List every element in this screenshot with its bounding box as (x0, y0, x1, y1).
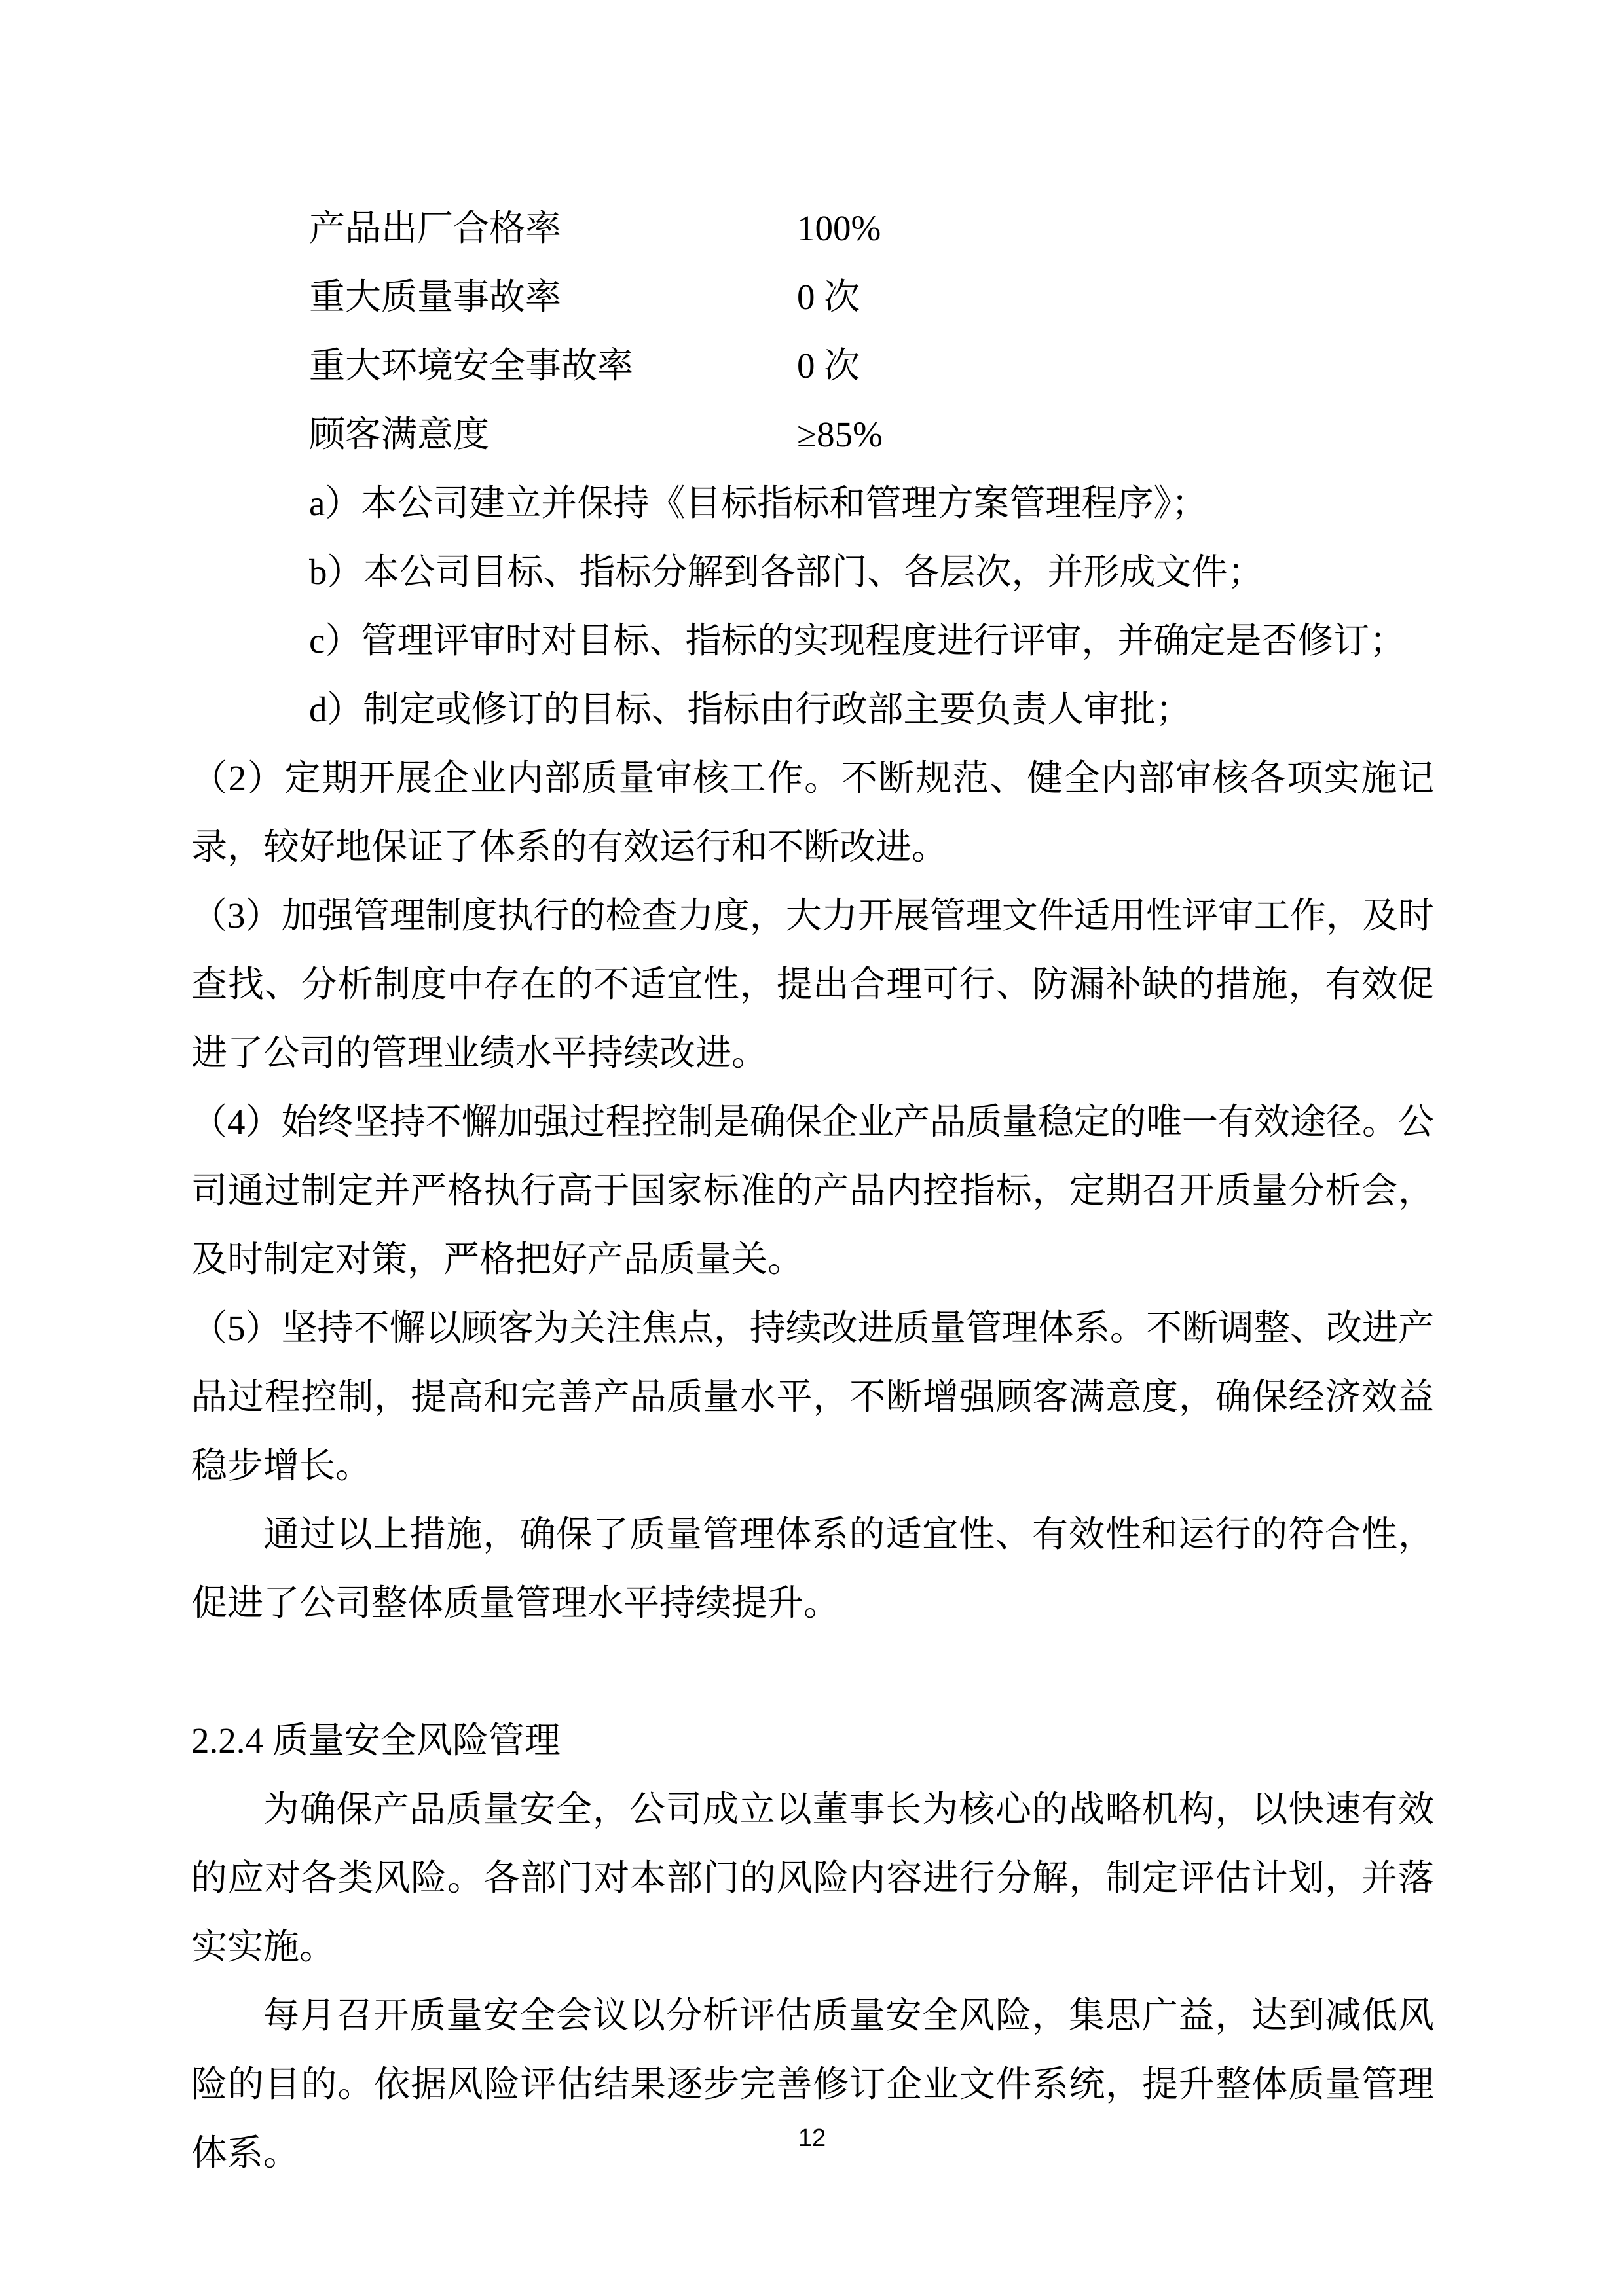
metric-label: 产品出厂合格率 (309, 208, 562, 248)
metric-label: 重大环境安全事故率 (309, 346, 634, 386)
metric-row (309, 194, 1434, 263)
body-paragraph-summary: 通过以上措施，确保了质量管理体系的适宜性、有效性和运行的符合性，促进了公司整体质量管理水平持续提升。 (191, 1514, 1434, 1623)
metric-row (309, 263, 1434, 331)
lettered-item-b: b）本公司目标、指标分解到各部门、各层次，并形成文件； (309, 552, 1264, 592)
body-paragraph-5: （5）坚持不懈以顾客为关注焦点，持续改进质量管理体系。不断调整、改进产品过程控制，提高和完善产品质量水平，不断增强顾客满意度，确保经济效益稳步增长。 (191, 1308, 1434, 1485)
lettered-item-a: a）本公司建立并保持《目标指标和管理方案管理程序》； (309, 483, 1208, 523)
body-paragraph-3: （3）加强管理制度执行的检查力度，大力开展管理文件适用性评审工作，及时查找、分析制度中存在的不适宜性，提出合理可行、防漏补缺的措施，有效促进了公司的管理业绩水平持续改进。 (191, 896, 1434, 1073)
lettered-item-c: c）管理评审时对目标、指标的实现程度进行评审，并确定是否修订； (309, 621, 1406, 661)
metric-row (309, 400, 1434, 469)
metric-label: 顾客满意度 (309, 414, 490, 454)
body-paragraph-2: （2）定期开展企业内部质量审核工作。不断规范、健全内部审核各项实施记录，较好地保证了体系的有效运行和不断改进。 (191, 758, 1434, 867)
section-paragraph-1: 为确保产品质量安全，公司成立以董事长为核心的战略机构，以快速有效的应对各类风险。各部门对本部门的风险内容进行分解，制定评估计划，并落实实施。 (191, 1789, 1434, 1967)
lettered-item-d: d）制定或修订的目标、指标由行政部主要负责人审批； (309, 689, 1192, 729)
metric-value: 100% (797, 208, 881, 248)
metric-value: 0 次 (797, 346, 860, 386)
metric-value: ≥85% (797, 414, 883, 454)
page-number: 12 (798, 2124, 826, 2152)
metric-label: 重大质量事故率 (309, 277, 562, 317)
body-paragraph-4: （4）始终坚持不懈加强过程控制是确保企业产品质量稳定的唯一有效途径。公司通过制定并严格执行高于国家标准的产品内控指标，定期召开质量分析会，及时制定对策，严格把好产品质量关。 (191, 1102, 1434, 1279)
metric-value: 0 次 (797, 277, 860, 317)
section-paragraph-2: 每月召开质量安全会议以分析评估质量安全风险，集思广益，达到减低风险的目的。依据风险评估结果逐步完善修订企业文件系统，提升整体质量管理体系。 (191, 1995, 1434, 2173)
section-heading: 2.2.4 质量安全风险管理 (191, 1721, 561, 1760)
document-content (191, 194, 1434, 2187)
metric-row (309, 331, 1434, 400)
